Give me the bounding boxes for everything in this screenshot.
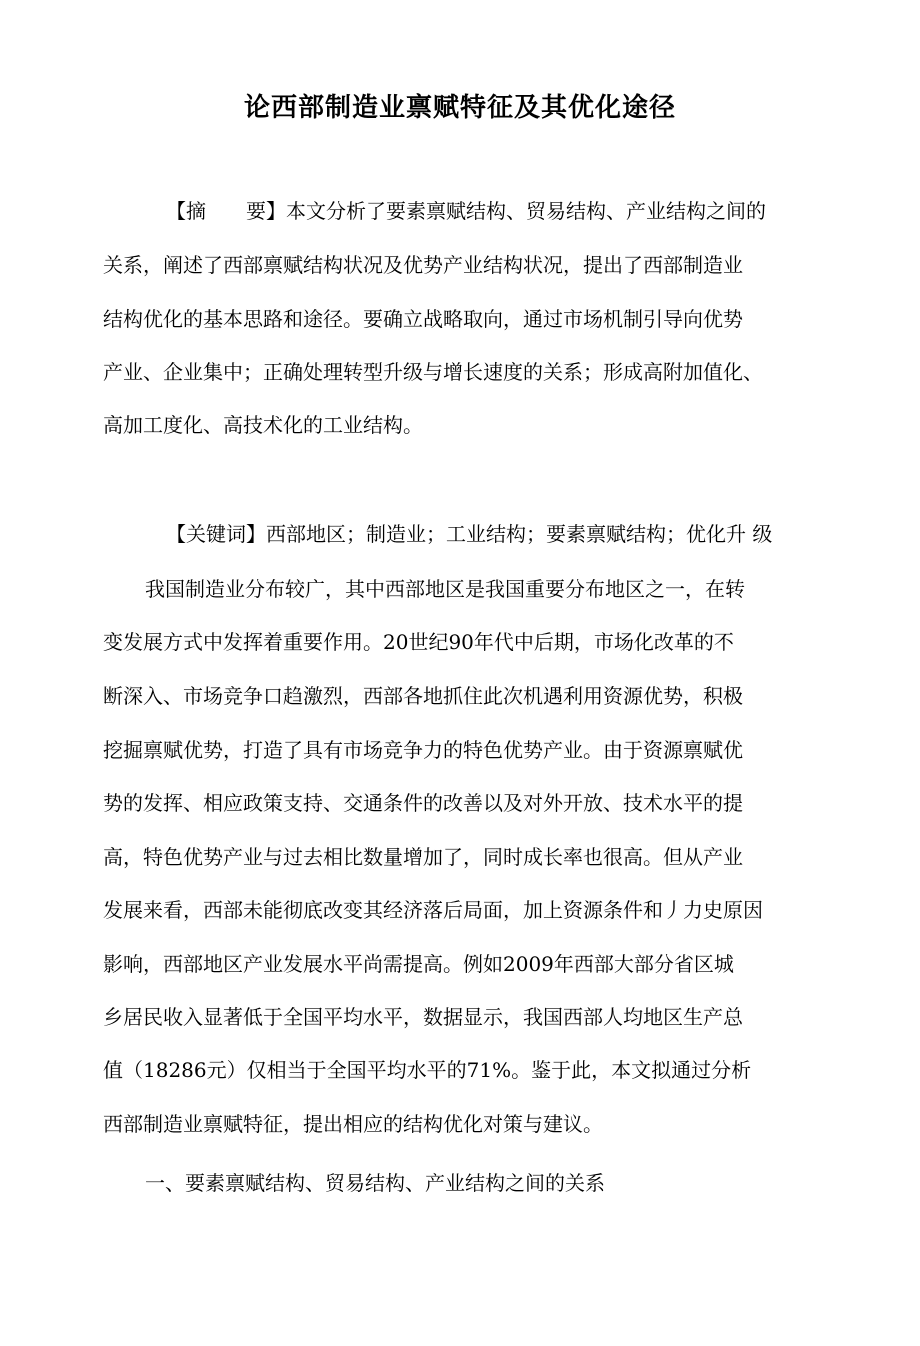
body-line: 势的发挥、相应政策支持、交通条件的改善以及对外开放、技术水平的提 [103, 791, 743, 815]
abstract-line: 产业、企业集中；正确处理转型升级与增长速度的关系；形成高附加值化、 [103, 360, 763, 384]
body-line: 西部制造业禀赋特征，提出相应的结构优化对策与建议。 [103, 1112, 603, 1136]
abstract-line: 结构优化的基本思路和途径。要确立战略取向，通过市场机制引导向优势 [103, 307, 743, 331]
body-line: 变发展方式中发挥着重要作用。20世纪90年代中后期，市场化改革的不 [103, 630, 734, 654]
section-heading: 一、要素禀赋结构、贸易结构、产业结构之间的关系 [145, 1171, 605, 1195]
body-line: 乡居民收入显著低于全国平均水平，数据显示，我国西部人均地区生产总 [103, 1005, 743, 1029]
body-line: 影响，西部地区产业发展水平尚需提高。例如2009年西部大部分省区城 [103, 952, 734, 976]
body-line: 发展来看，西部未能彻底改变其经济落后局面，加上资源条件和丿力史原因 [103, 898, 763, 922]
abstract-line: 高加工度化、高技术化的工业结构。 [103, 413, 423, 437]
body-line: 我国制造业分布较广，其中西部地区是我国重要分布地区之一，在转 [145, 577, 745, 601]
body-line: 值（18286元）仅相当于全国平均水平的71%。鉴于此，本文拟通过分析 [103, 1058, 752, 1082]
body-line: 高，特色优势产业与过去相比数量增加了，同时成长率也很高。但从产业 [103, 845, 743, 869]
abstract-line: 【摘 要】本文分析了要素禀赋结构、贸易结构、产业结构之间的 [166, 199, 766, 223]
page-title: 论西部制造业禀赋特征及其优化途径 [243, 93, 676, 123]
abstract-line: 关系，阐述了西部禀赋结构状况及优势产业结构状况，提出了西部制造业 [103, 253, 743, 277]
body-line: 挖掘禀赋优势，打造了具有市场竞争力的特色优势产业。由于资源禀赋优 [103, 738, 743, 762]
body-line: 断深入、市场竞争口趋激烈，西部各地抓住此次机遇利用资源优势，积极 [103, 684, 743, 708]
keywords-line: 【关键词】西部地区；制造业；工业结构；要素禀赋结构；优化升 级 [166, 522, 773, 546]
